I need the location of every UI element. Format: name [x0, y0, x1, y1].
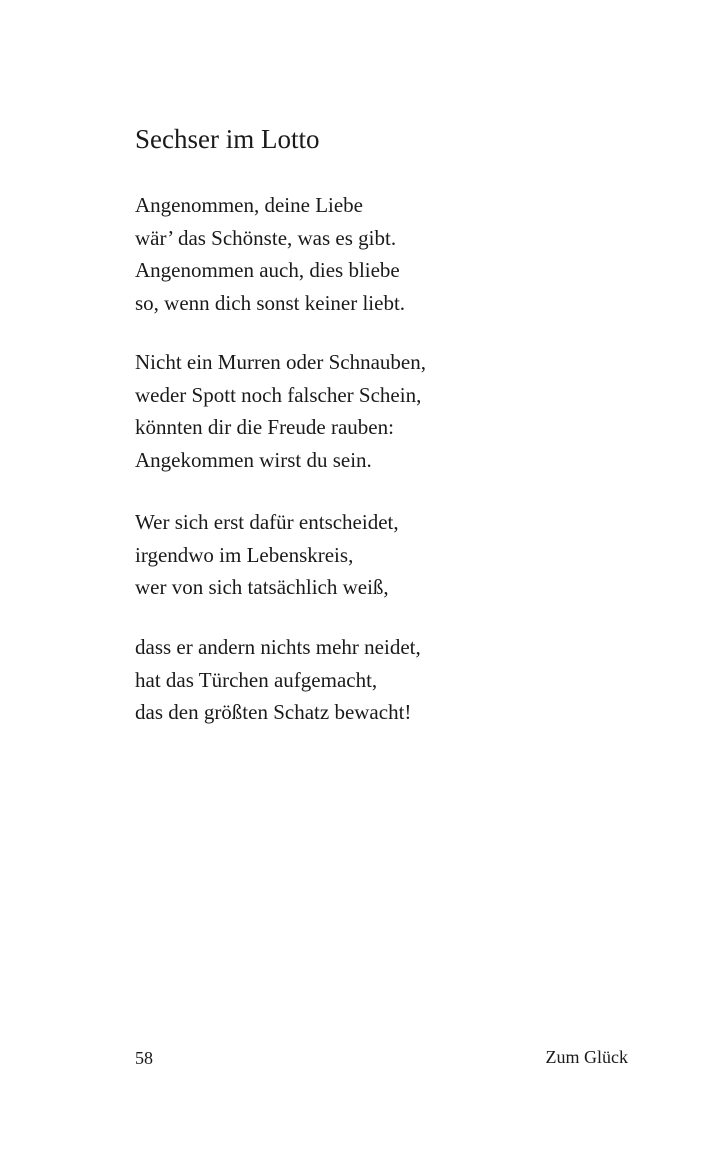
poem-line: Nicht ein Murren oder Schnauben, — [135, 350, 426, 374]
running-footer-title: Zum Glück — [545, 1047, 628, 1067]
stanza-4 — [135, 631, 421, 729]
poem-line: könnten dir die Freude rauben: — [135, 415, 394, 439]
poem-line: Angekommen wirst du sein. — [135, 447, 372, 472]
poem-title: Sechser im Lotto — [135, 124, 320, 154]
poem-line: so, wenn dich sonst keiner liebt. — [135, 290, 406, 315]
stanza-3 — [135, 506, 399, 604]
stanza-1 — [135, 189, 405, 319]
poem-line: wer von sich tatsächlich weiß, — [135, 575, 389, 599]
poem-line: irgendwo im Lebenskreis, — [135, 542, 354, 567]
poem-line: Wer sich erst dafür entscheidet, — [135, 510, 399, 534]
poem-line: das den größten Schatz bewacht! — [135, 700, 412, 724]
page-number: 58 — [135, 1048, 153, 1068]
poem-line: dass er andern nichts mehr neidet, — [135, 635, 421, 659]
poem-line: Angenommen auch, dies bliebe — [135, 258, 400, 282]
poem-line: weder Spott noch falscher Schein, — [135, 382, 422, 407]
poem-line: Angenommen, deine Liebe — [135, 193, 364, 217]
poem-line: hat das Türchen aufgemacht, — [135, 667, 378, 692]
stanza-2 — [135, 346, 426, 476]
poem-line: wär’ das Schönste, was es gibt. — [135, 225, 397, 250]
